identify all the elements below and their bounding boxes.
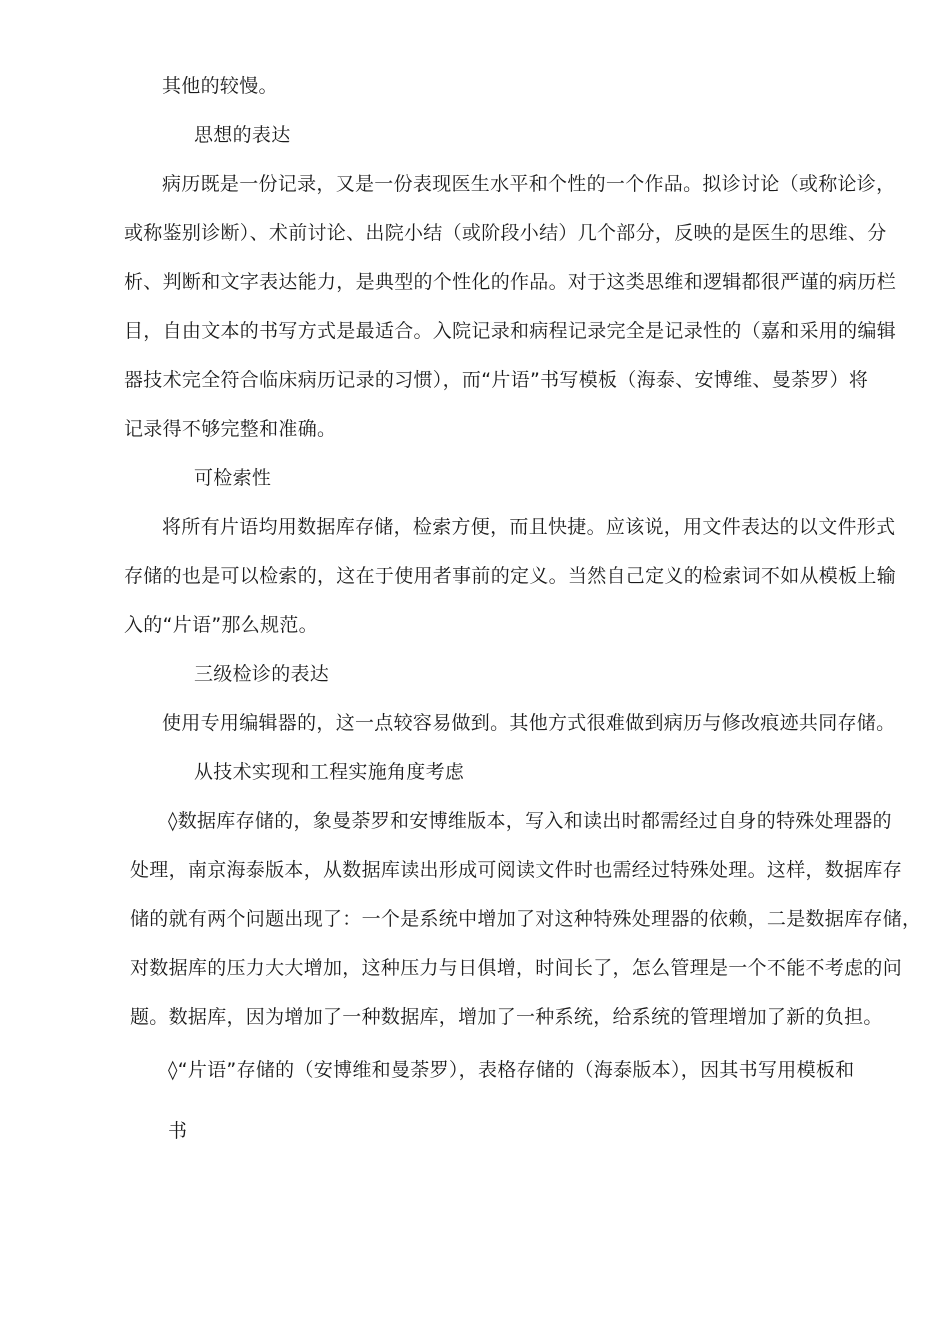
text-line: 使用专用编辑器的，这一点较容易做到。其他方式很难做到病历与修改痕迹共同存储。 xyxy=(162,712,896,734)
text-line: 题。数据库，因为增加了一种数据库，增加了一种系统，给系统的管理增加了新的负担。 xyxy=(130,1006,883,1028)
text-line: 处理，南京海泰版本，从数据库读出形成可阅读文件时也需经过特殊处理。这样，数据库存 xyxy=(130,859,903,881)
bullet-paragraph-line: ◊数据库存储的，象曼荼罗和安博维版本，写入和读出时都需经过自身的特殊处理器的 xyxy=(168,810,892,832)
text-line: 目，自由文本的书写方式是最适合。入院记录和病程记录完全是记录性的（嘉和采用的编辑 xyxy=(124,320,897,342)
text-line: 器技术完全符合临床病历记录的习惯），而“片语”书写模板（海泰、安博维、曼荼罗）将 xyxy=(124,369,869,391)
text-line: 其他的较慢。 xyxy=(162,75,278,97)
section-heading-three-level-review: 三级检诊的表达 xyxy=(194,663,330,685)
text-line: 入的“片语”那么规范。 xyxy=(124,614,318,636)
text-line: 书 xyxy=(168,1120,188,1142)
section-heading-expression-of-thought: 思想的表达 xyxy=(194,124,291,146)
bullet-paragraph-line: ◊“片语”存储的（安博维和曼荼罗），表格存储的（海泰版本），因其书写用模板和 xyxy=(168,1059,855,1081)
text-line: 将所有片语均用数据库存储，检索方便，而且快捷。应该说，用文件表达的以文件形式 xyxy=(162,516,896,538)
section-heading-technical-implementation: 从技术实现和工程实施角度考虑 xyxy=(194,761,465,783)
text-line: 析、判断和文字表达能力，是典型的个性化的作品。对于这类思维和逻辑都很严谨的病历栏 xyxy=(124,271,897,293)
text-line: 记录得不够完整和准确。 xyxy=(124,418,337,440)
text-line: 储的就有两个问题出现了：一个是系统中增加了对这种特殊处理器的依赖，二是数据库存储， xyxy=(130,908,922,930)
text-line: 或称鉴别诊断）、术前讨论、出院小结（或阶段小结）几个部分，反映的是医生的思维、分 xyxy=(124,222,887,244)
text-line: 存储的也是可以检索的，这在于使用者事前的定义。当然自己定义的检索词不如从模板上输 xyxy=(124,565,897,587)
section-heading-searchability: 可检索性 xyxy=(194,467,272,489)
text-line: 对数据库的压力大大增加，这种压力与日俱增，时间长了，怎么管理是一个不能不考虑的问 xyxy=(130,957,903,979)
text-line: 病历既是一份记录，又是一份表现医生水平和个性的一个作品。拟诊讨论（或称论诊， xyxy=(162,173,896,195)
